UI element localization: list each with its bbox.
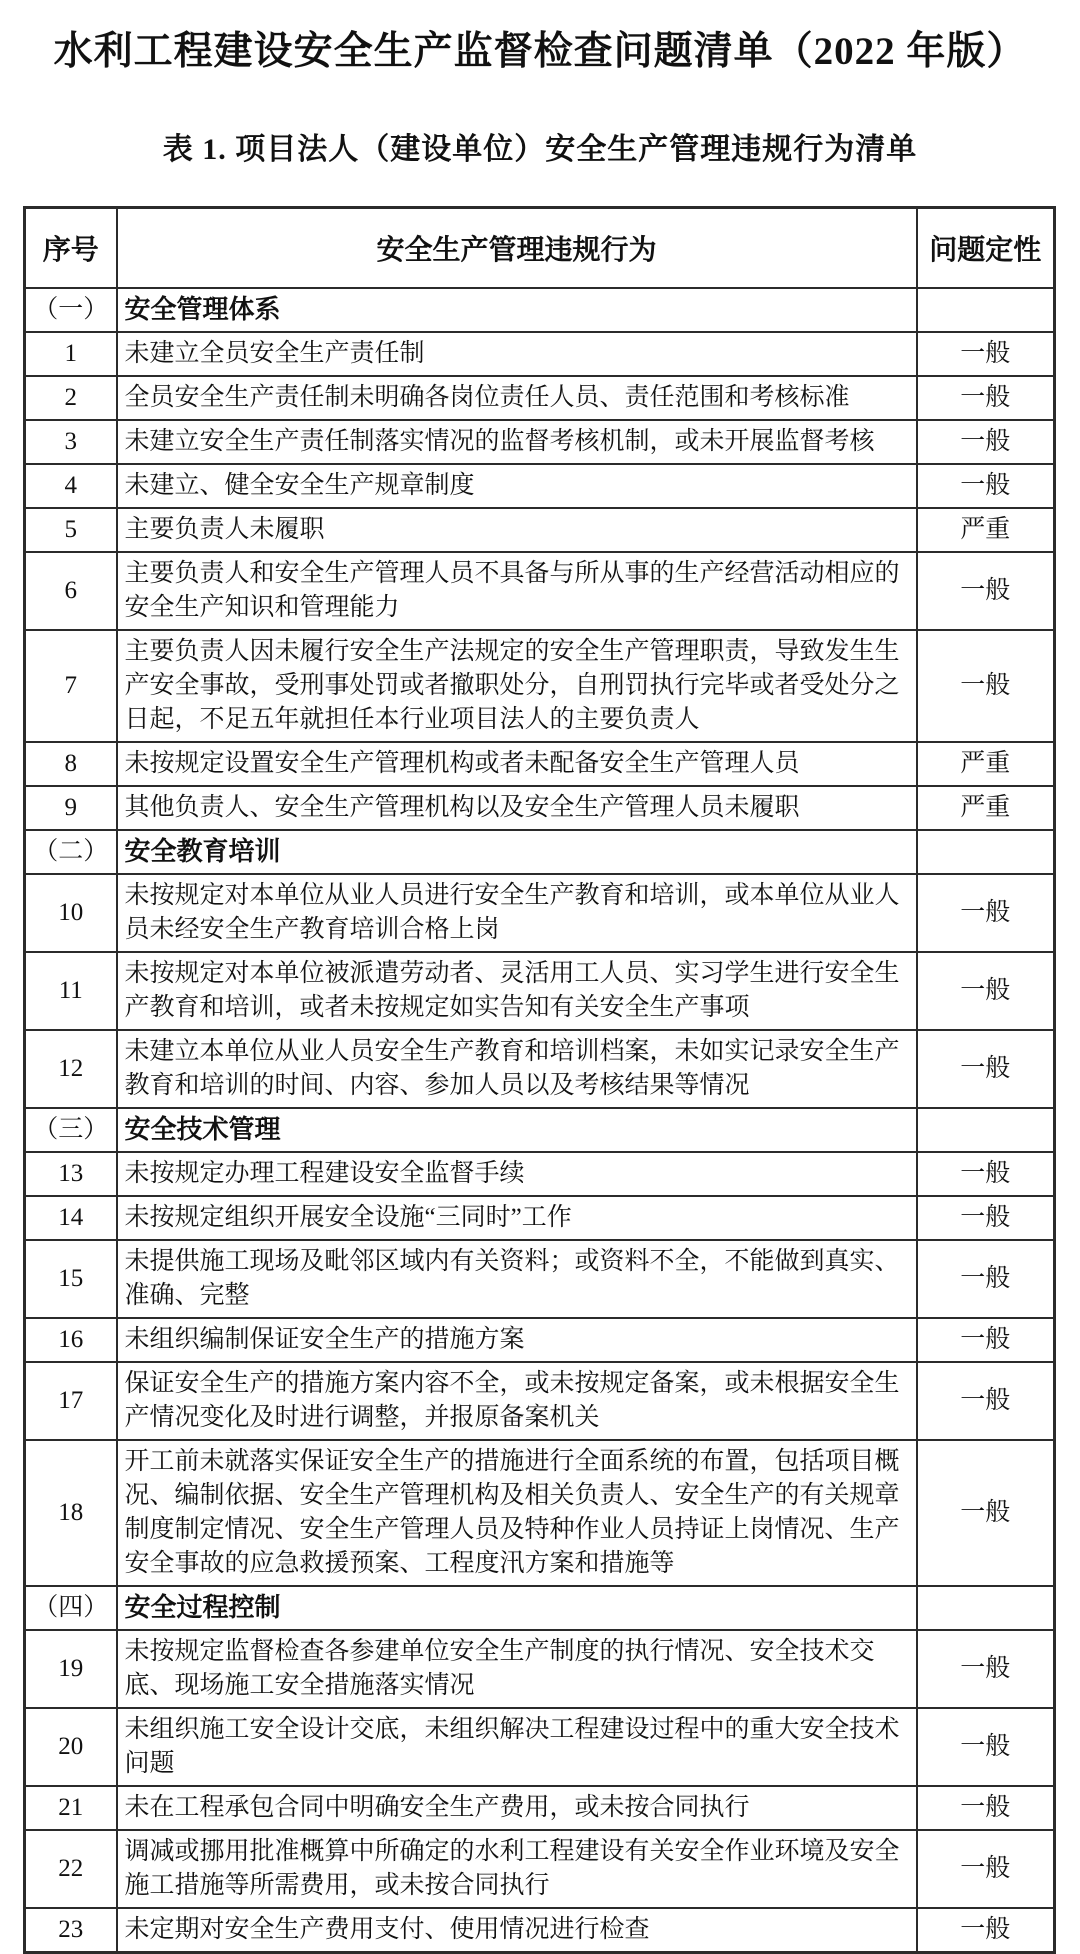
- table-row: [25, 332, 1055, 376]
- row-behavior: 调减或挪用批准概算中所确定的水利工程建设有关安全作业环境及安全施工措施等所需费用，或未按合同执行: [117, 1830, 917, 1908]
- row-behavior: 未建立安全生产责任制落实情况的监督考核机制，或未开展监督考核: [117, 420, 917, 464]
- row-rating: 一般: [917, 630, 1055, 742]
- row-rating: 一般: [917, 1630, 1055, 1708]
- table-row: [25, 1908, 1055, 1953]
- document-page: [0, 20, 1080, 1954]
- row-number: 16: [25, 1318, 117, 1362]
- section-title: 安全技术管理: [117, 1108, 917, 1152]
- row-behavior: 未定期对安全生产费用支付、使用情况进行检查: [117, 1908, 917, 1953]
- row-number: 18: [25, 1440, 117, 1586]
- row-behavior: 保证安全生产的措施方案内容不全，或未按规定备案，或未根据安全生产情况变化及时进行调整，并报原备案机关: [117, 1362, 917, 1440]
- row-number: 21: [25, 1786, 117, 1830]
- table-row: [25, 464, 1055, 508]
- table-row: [25, 742, 1055, 786]
- row-behavior: 主要负责人因未履行安全生产法规定的安全生产管理职责，导致发生生产安全事故，受刑事处罚或者撤职处分，自刑罚执行完毕或者受处分之日起，不足五年就担任本行业项目法人的主要负责人: [117, 630, 917, 742]
- row-rating: 一般: [917, 1708, 1055, 1786]
- row-number: 1: [25, 332, 117, 376]
- row-behavior: 未建立本单位从业人员安全生产教育和培训档案，未如实记录安全生产教育和培训的时间、内容、参加人员以及考核结果等情况: [117, 1030, 917, 1108]
- table-row: [25, 630, 1055, 742]
- table-row: [25, 376, 1055, 420]
- row-rating: 严重: [917, 786, 1055, 830]
- row-behavior: 主要负责人和安全生产管理人员不具备与所从事的生产经营活动相应的安全生产知识和管理能力: [117, 552, 917, 630]
- row-rating: [917, 830, 1055, 874]
- row-number: 15: [25, 1240, 117, 1318]
- table-body: [25, 288, 1055, 1953]
- row-number: 13: [25, 1152, 117, 1196]
- section-row: [25, 830, 1055, 874]
- row-rating: [917, 288, 1055, 332]
- table-row: [25, 508, 1055, 552]
- table-row: [25, 1830, 1055, 1908]
- row-behavior: 未按规定对本单位从业人员进行安全生产教育和培训，或本单位从业人员未经安全生产教育培训合格上岗: [117, 874, 917, 952]
- row-number: 6: [25, 552, 117, 630]
- table-header-row: [25, 208, 1055, 288]
- row-number: 22: [25, 1830, 117, 1908]
- section-number: （二）: [25, 830, 117, 874]
- section-title: 安全过程控制: [117, 1586, 917, 1630]
- row-number: 17: [25, 1362, 117, 1440]
- row-rating: 一般: [917, 952, 1055, 1030]
- table-row: [25, 952, 1055, 1030]
- row-rating: [917, 1586, 1055, 1630]
- row-number: 8: [25, 742, 117, 786]
- table-row: [25, 1786, 1055, 1830]
- row-number: 7: [25, 630, 117, 742]
- row-rating: 一般: [917, 874, 1055, 952]
- header-no: 序号: [25, 208, 117, 288]
- row-number: 9: [25, 786, 117, 830]
- row-number: 12: [25, 1030, 117, 1108]
- row-behavior: 主要负责人未履职: [117, 508, 917, 552]
- row-behavior: 开工前未就落实保证安全生产的措施进行全面系统的布置，包括项目概况、编制依据、安全生产管理机构及相关负责人、安全生产的有关规章制度制定情况、安全生产管理人员及特种作业人员持证上岗情况、生产安全事故的应急救援预案、工程度汛方案和措施等: [117, 1440, 917, 1586]
- table-row: [25, 1362, 1055, 1440]
- row-behavior: 未按规定设置安全生产管理机构或者未配备安全生产管理人员: [117, 742, 917, 786]
- section-number: （一）: [25, 288, 117, 332]
- row-rating: 一般: [917, 1240, 1055, 1318]
- row-number: 14: [25, 1196, 117, 1240]
- row-behavior: 其他负责人、安全生产管理机构以及安全生产管理人员未履职: [117, 786, 917, 830]
- row-rating: 一般: [917, 1830, 1055, 1908]
- row-rating: 一般: [917, 332, 1055, 376]
- row-rating: 一般: [917, 464, 1055, 508]
- section-title: 安全管理体系: [117, 288, 917, 332]
- row-number: 20: [25, 1708, 117, 1786]
- row-rating: 一般: [917, 1318, 1055, 1362]
- row-number: 5: [25, 508, 117, 552]
- row-number: 3: [25, 420, 117, 464]
- table-caption: 表 1. 项目法人（建设单位）安全生产管理违规行为清单: [162, 133, 918, 166]
- table-row: [25, 1030, 1055, 1108]
- table-row: [25, 420, 1055, 464]
- row-number: 19: [25, 1630, 117, 1708]
- row-rating: [917, 1108, 1055, 1152]
- section-row: [25, 1586, 1055, 1630]
- section-title: 安全教育培训: [117, 830, 917, 874]
- table-row: [25, 1630, 1055, 1708]
- row-behavior: 全员安全生产责任制未明确各岗位责任人员、责任范围和考核标准: [117, 376, 917, 420]
- row-rating: 一般: [917, 1152, 1055, 1196]
- section-number: （四）: [25, 1586, 117, 1630]
- section-row: [25, 288, 1055, 332]
- table-row: [25, 786, 1055, 830]
- row-rating: 一般: [917, 1196, 1055, 1240]
- row-behavior: 未组织施工安全设计交底，未组织解决工程建设过程中的重大安全技术问题: [117, 1708, 917, 1786]
- table-row: [25, 1196, 1055, 1240]
- document-title: 水利工程建设安全生产监督检查问题清单（2022 年版）: [53, 30, 1027, 73]
- row-rating: 一般: [917, 1362, 1055, 1440]
- table-row: [25, 1708, 1055, 1786]
- row-number: 23: [25, 1908, 117, 1953]
- table-row: [25, 1440, 1055, 1586]
- row-behavior: 未建立全员安全生产责任制: [117, 332, 917, 376]
- row-number: 2: [25, 376, 117, 420]
- row-rating: 一般: [917, 420, 1055, 464]
- row-rating: 一般: [917, 1786, 1055, 1830]
- row-number: 11: [25, 952, 117, 1030]
- row-rating: 一般: [917, 552, 1055, 630]
- table-row: [25, 1240, 1055, 1318]
- row-rating: 一般: [917, 376, 1055, 420]
- row-rating: 严重: [917, 508, 1055, 552]
- table-row: [25, 1152, 1055, 1196]
- header-rating: 问题定性: [917, 208, 1055, 288]
- row-rating: 严重: [917, 742, 1055, 786]
- row-rating: 一般: [917, 1030, 1055, 1108]
- table-row: [25, 874, 1055, 952]
- row-number: 4: [25, 464, 117, 508]
- row-rating: 一般: [917, 1440, 1055, 1586]
- row-number: 10: [25, 874, 117, 952]
- header-behavior: 安全生产管理违规行为: [117, 208, 917, 288]
- row-behavior: 未建立、健全安全生产规章制度: [117, 464, 917, 508]
- row-rating: 一般: [917, 1908, 1055, 1953]
- row-behavior: 未按规定监督检查各参建单位安全生产制度的执行情况、安全技术交底、现场施工安全措施落实情况: [117, 1630, 917, 1708]
- table-row: [25, 1318, 1055, 1362]
- section-row: [25, 1108, 1055, 1152]
- row-behavior: 未按规定组织开展安全设施“三同时”工作: [117, 1196, 917, 1240]
- table-row: [25, 552, 1055, 630]
- row-behavior: 未提供施工现场及毗邻区域内有关资料；或资料不全，不能做到真实、准确、完整: [117, 1240, 917, 1318]
- row-behavior: 未按规定对本单位被派遣劳动者、灵活用工人员、实习学生进行安全生产教育和培训，或者未按规定如实告知有关安全生产事项: [117, 952, 917, 1030]
- row-behavior: 未在工程承包合同中明确安全生产费用，或未按合同执行: [117, 1786, 917, 1830]
- violations-table: [23, 206, 1056, 1954]
- row-behavior: 未组织编制保证安全生产的措施方案: [117, 1318, 917, 1362]
- row-behavior: 未按规定办理工程建设安全监督手续: [117, 1152, 917, 1196]
- section-number: （三）: [25, 1108, 117, 1152]
